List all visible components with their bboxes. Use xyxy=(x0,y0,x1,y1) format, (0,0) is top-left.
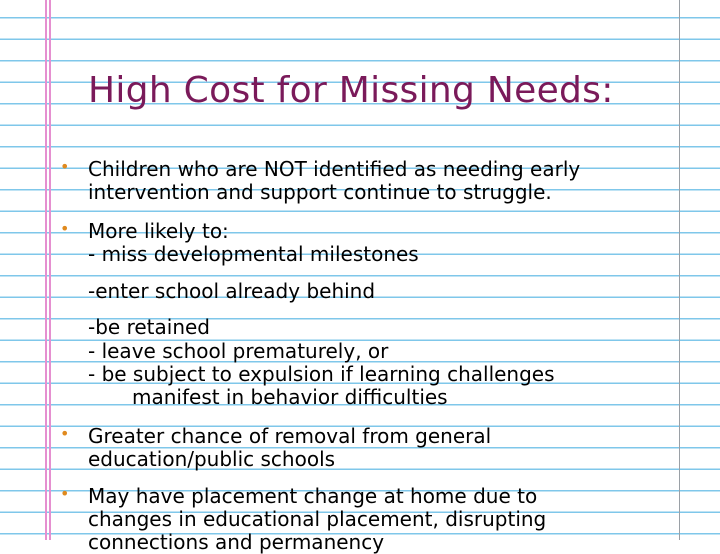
bullet-2-line-1: More likely to: xyxy=(88,219,229,243)
bullet-2-sub-1: - miss developmental milestones xyxy=(88,242,419,266)
bullet-1-line-2: intervention and support continue to struggle. xyxy=(88,180,552,204)
bullet-4-line-2: changes in educational placement, disrupting xyxy=(88,507,547,531)
slide-title: High Cost for Missing Needs: xyxy=(88,70,614,111)
right-edge-line xyxy=(679,0,680,540)
bullet-marker: • xyxy=(60,484,70,503)
bullet-marker: • xyxy=(60,219,70,238)
bullet-2-sub-5-cont: manifest in behavior difficulties xyxy=(132,385,448,409)
bullet-2-sub-4: - leave school prematurely, or xyxy=(88,339,389,363)
bullet-marker: • xyxy=(60,424,70,443)
bullet-3-line-2: education/public schools xyxy=(88,447,336,471)
bullet-2-sub-3: -be retained xyxy=(88,315,210,339)
margin-line-left xyxy=(45,0,47,540)
bullet-4-line-1: May have placement change at home due to xyxy=(88,484,538,508)
bullet-2-sub-5: - be subject to expulsion if learning challenges xyxy=(88,362,555,386)
bullet-marker: • xyxy=(60,157,70,176)
bullet-4-line-3: connections and permanency xyxy=(88,530,385,554)
bullet-2-sub-2: -enter school already behind xyxy=(88,279,376,303)
margin-line-right xyxy=(49,0,51,540)
bullet-3-line-1: Greater chance of removal from general xyxy=(88,424,492,448)
bullet-1-line-1: Children who are NOT identified as needing early xyxy=(88,157,581,181)
